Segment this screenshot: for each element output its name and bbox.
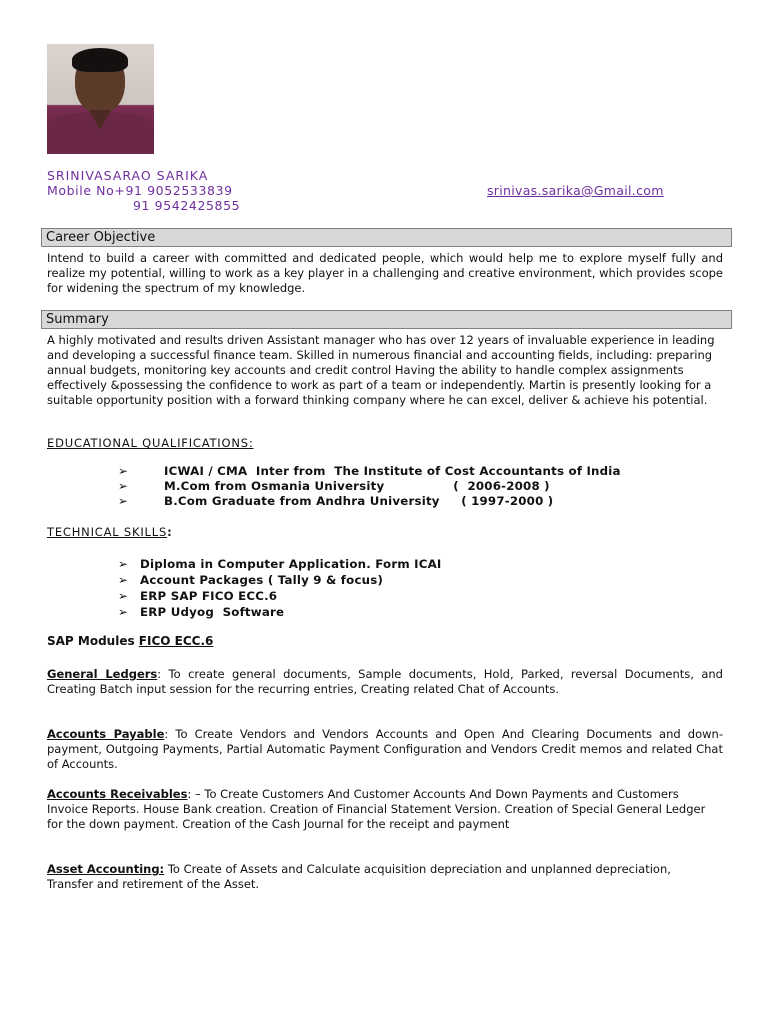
bullet-arrow-icon: ➢: [118, 589, 129, 603]
asset-accounting-paragraph: [47, 862, 687, 892]
mobile-number: Mobile No+91 9052533839: [47, 183, 233, 198]
candidate-name: SRINIVASARAO SARIKA: [47, 168, 209, 183]
accounts-receivables-label: Accounts Receivables: [47, 787, 188, 801]
sap-modules-heading-prefix: SAP Modules: [47, 634, 139, 648]
asset-accounting-label: Asset Accounting:: [47, 862, 165, 876]
general-ledgers-text: To create general documents, Sample documents, Hold, Parked, reversal Documents, and Creating Batch input session for the recurring entries, Creating related Chat of Accounts.: [47, 667, 723, 696]
accounts-receivables-text: – To Create Customers And Customer Accounts And Down Payments and Customers Invoice Reports. House Bank creation. Creation of Financial Statement Version. Creation of Special General Ledger for the down payment. Creation of the Cash Journal for the receipt and payment: [47, 787, 706, 831]
accounts-payable-paragraph: Accounts Payable: To Create Vendors and Vendors Accounts and Open And Clearing Documents and down-payment, Outgoing Payments, Partial Automatic Payment Configuration and Vendors Credit memos and related Chat of Accounts.: [47, 727, 723, 771]
bullet-arrow-icon: ➢: [118, 494, 129, 508]
sap-modules-heading: [47, 634, 213, 648]
list-item: ➢ Diploma in Computer Application. Form ICAI: [118, 557, 442, 571]
education-heading-colon: :: [248, 436, 254, 450]
education-heading: [47, 436, 254, 450]
mobile-number-alt: 91 9542425855: [133, 198, 241, 213]
list-item: ➢ B.Com Graduate from Andhra University ( 1997-2000 ): [118, 494, 554, 508]
bullet-arrow-icon: ➢: [118, 464, 129, 478]
accounts-payable-label: Accounts Payable: [47, 727, 165, 741]
career-objective-heading: Career Objective: [41, 228, 732, 247]
accounts-receivables-paragraph: Accounts Receivables: – To Create Customers And Customer Accounts And Down Payments and Customers Invoice Reports. House Bank creation. Creation of Financial Statement Version. Creation of Special General Ledger for the down payment. Creation of the Cash Journal for the receipt and payment: [47, 787, 706, 831]
technical-skills-heading: [47, 525, 172, 539]
summary-heading: Summary: [41, 310, 732, 329]
list-item: ➢ M.Com from Osmania University ( 2006-2008 ): [118, 479, 550, 493]
list-item: ➢ ERP SAP FICO ECC.6: [118, 589, 278, 603]
email-link[interactable]: srinivas.sarika@Gmail.com: [487, 183, 664, 198]
technical-skills-heading-colon: :: [167, 525, 173, 539]
general-ledgers-label: General Ledgers: [47, 667, 158, 681]
sap-modules-heading-version: FICO ECC.6: [138, 634, 214, 648]
profile-photo: [47, 44, 154, 154]
list-item: ➢ ICWAI / CMA Inter from The Institute of Cost Accountants of India: [118, 464, 621, 478]
list-item: ➢ Account Packages ( Tally 9 & focus): [118, 573, 384, 587]
bullet-arrow-icon: ➢: [118, 557, 129, 571]
summary-text: A highly motivated and results driven Assistant manager who has over 12 years of invaluable experience in leading and developing a successful finance team. Skilled in numerous financial and accounting fields, including: preparing annual budgets, monitoring key accounts and credit control Having the ability to handle complex assignments effectively &possessing the confidence to work as part of a team or independently. Martin is presently looking for a suitable opportunity position with a forward thinking company where he can excel, deliver & achieve his potential.: [47, 333, 715, 407]
asset-accounting-text: To Create of Assets and Calculate acquisition depreciation and unplanned depreciation, Transfer and retirement of the Asset.: [47, 862, 671, 891]
list-item: ➢ ERP Udyog Software: [118, 605, 285, 619]
bullet-arrow-icon: ➢: [118, 573, 129, 587]
education-list: [118, 464, 621, 509]
technical-skills-heading-label: TECHNICAL SKILLS: [47, 525, 168, 539]
bullet-arrow-icon: ➢: [118, 479, 129, 493]
bullet-arrow-icon: ➢: [118, 605, 129, 619]
education-heading-label: EDUCATIONAL QUALIFICATIONS: [47, 436, 249, 450]
career-objective-text: Intend to build a career with committed and dedicated people, which would help me to explore myself fully and realize my potential, willing to work as a key player in a challenging and creative environment, which provides scope for widening the spectrum of my knowledge.: [47, 251, 723, 295]
general-ledgers-paragraph: General Ledgers: To create general documents, Sample documents, Hold, Parked, reversal Documents, and Creating Batch input session for the recurring entries, Creating related Chat of Accounts.: [47, 667, 723, 696]
technical-skills-list: [118, 556, 442, 620]
accounts-payable-text: To Create Vendors and Vendors Accounts and Open And Clearing Documents and down-payment, Outgoing Payments, Partial Automatic Payment Configuration and Vendors Credit memos and related Chat of Accounts.: [47, 727, 723, 771]
